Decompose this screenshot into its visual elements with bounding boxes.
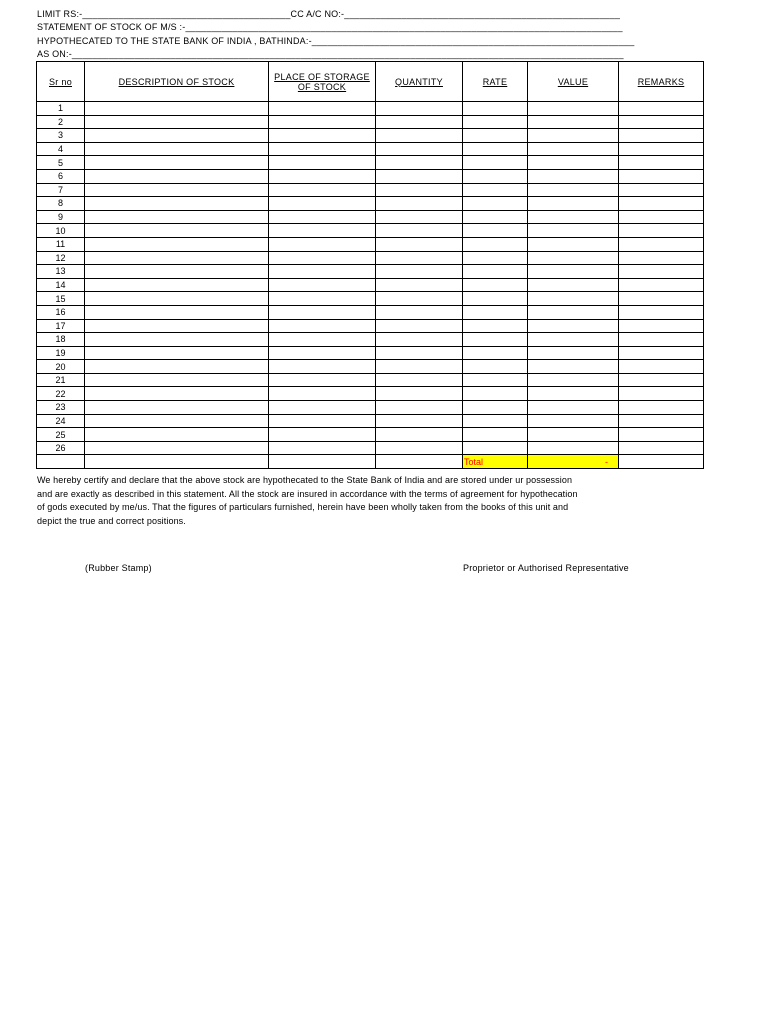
table-cell bbox=[619, 251, 704, 265]
declaration-line: of gods executed by me/us. That the figures of particulars furnished, herein have been wholly taken from the books of this unit and bbox=[37, 502, 569, 512]
table-cell bbox=[85, 197, 269, 211]
table-cell bbox=[528, 156, 619, 170]
table-cell bbox=[376, 401, 463, 415]
table-cell bbox=[269, 156, 376, 170]
table-cell bbox=[528, 428, 619, 442]
table-row bbox=[37, 360, 704, 374]
table-cell bbox=[619, 441, 704, 455]
table-cell bbox=[528, 401, 619, 415]
sr-no-cell: 7 bbox=[37, 183, 85, 197]
table-cell bbox=[269, 237, 376, 251]
sr-no-cell: 26 bbox=[37, 441, 85, 455]
table-cell bbox=[376, 373, 463, 387]
table-cell bbox=[619, 292, 704, 306]
table-cell bbox=[85, 102, 269, 116]
table-cell bbox=[463, 292, 528, 306]
table-cell bbox=[85, 156, 269, 170]
table-cell bbox=[376, 360, 463, 374]
table-cell bbox=[85, 265, 269, 279]
sr-no-cell: 12 bbox=[37, 251, 85, 265]
table-cell bbox=[85, 224, 269, 238]
sr-no-cell: 4 bbox=[37, 142, 85, 156]
table-cell bbox=[269, 251, 376, 265]
table-cell bbox=[376, 346, 463, 360]
table-row bbox=[37, 265, 704, 279]
table-cell bbox=[619, 428, 704, 442]
table-cell bbox=[619, 333, 704, 347]
table-cell bbox=[528, 305, 619, 319]
table-cell bbox=[85, 278, 269, 292]
declaration-line: and are exactly as described in this statement. All the stock are insured in accordance with the terms of agreement for hypothecation bbox=[37, 488, 578, 499]
table-cell bbox=[463, 319, 528, 333]
table-row bbox=[37, 115, 704, 129]
table-cell bbox=[463, 373, 528, 387]
table-cell bbox=[463, 278, 528, 292]
table-cell bbox=[85, 373, 269, 387]
table-cell bbox=[85, 169, 269, 183]
table-cell bbox=[528, 319, 619, 333]
table-cell bbox=[463, 401, 528, 415]
rubber-stamp-label: (Rubber Stamp) bbox=[85, 563, 152, 573]
table-cell bbox=[463, 169, 528, 183]
table-cell bbox=[376, 237, 463, 251]
table-row bbox=[37, 197, 704, 211]
table-cell bbox=[528, 360, 619, 374]
table-cell bbox=[269, 210, 376, 224]
table-cell bbox=[463, 197, 528, 211]
sr-no-cell: 21 bbox=[37, 373, 85, 387]
table-row bbox=[37, 278, 704, 292]
table-cell bbox=[528, 265, 619, 279]
sr-no-cell: 14 bbox=[37, 278, 85, 292]
table-cell bbox=[619, 169, 704, 183]
table-row bbox=[37, 441, 704, 455]
table-cell bbox=[269, 197, 376, 211]
table-cell bbox=[619, 401, 704, 415]
table-cell bbox=[376, 169, 463, 183]
col-quantity: QUANTITY bbox=[376, 62, 463, 102]
table-cell bbox=[619, 278, 704, 292]
table-cell bbox=[619, 197, 704, 211]
sr-no-cell: 18 bbox=[37, 333, 85, 347]
hypothecated-line: HYPOTHECATED TO THE STATE BANK OF INDIA , BATHINDA:-______________________________________________________________ bbox=[37, 36, 635, 46]
table-cell bbox=[376, 102, 463, 116]
table-cell bbox=[37, 455, 85, 469]
table-cell bbox=[376, 441, 463, 455]
table-cell bbox=[376, 156, 463, 170]
signatory-label: Proprietor or Authorised Representative bbox=[463, 563, 629, 573]
table-cell bbox=[619, 115, 704, 129]
table-cell bbox=[269, 414, 376, 428]
table-cell bbox=[528, 102, 619, 116]
table-row bbox=[37, 210, 704, 224]
table-cell bbox=[269, 346, 376, 360]
table-cell bbox=[376, 183, 463, 197]
sr-no-cell: 20 bbox=[37, 360, 85, 374]
table-cell bbox=[85, 251, 269, 265]
table-cell bbox=[269, 373, 376, 387]
col-sr-no: Sr no bbox=[37, 62, 85, 102]
sr-no-cell: 22 bbox=[37, 387, 85, 401]
table-row bbox=[37, 401, 704, 415]
table-cell bbox=[269, 102, 376, 116]
sr-no-cell: 11 bbox=[37, 237, 85, 251]
table-cell bbox=[619, 183, 704, 197]
table-cell bbox=[463, 183, 528, 197]
table-cell bbox=[269, 441, 376, 455]
table-cell bbox=[528, 441, 619, 455]
table-cell bbox=[376, 305, 463, 319]
table-cell bbox=[269, 224, 376, 238]
table-row bbox=[37, 102, 704, 116]
table-cell bbox=[376, 251, 463, 265]
table-cell bbox=[376, 129, 463, 143]
table-cell bbox=[463, 346, 528, 360]
table-cell bbox=[528, 197, 619, 211]
table-cell bbox=[376, 197, 463, 211]
table-cell bbox=[619, 129, 704, 143]
table-cell bbox=[528, 210, 619, 224]
table-cell bbox=[528, 333, 619, 347]
table-cell bbox=[269, 115, 376, 129]
table-cell bbox=[85, 183, 269, 197]
table-row bbox=[37, 387, 704, 401]
table-header-row bbox=[37, 62, 704, 102]
table-cell bbox=[85, 129, 269, 143]
table-cell bbox=[269, 319, 376, 333]
table-cell bbox=[619, 265, 704, 279]
table-cell bbox=[269, 387, 376, 401]
table-cell bbox=[85, 237, 269, 251]
table-cell bbox=[269, 305, 376, 319]
as-on-line: AS ON:-__________________________________________________________________________________________________________ bbox=[37, 49, 624, 59]
table-cell bbox=[528, 278, 619, 292]
table-row bbox=[37, 129, 704, 143]
table-cell bbox=[619, 142, 704, 156]
table-row bbox=[37, 428, 704, 442]
table-cell bbox=[376, 265, 463, 279]
table-cell bbox=[376, 278, 463, 292]
table-cell bbox=[85, 292, 269, 306]
table-cell bbox=[619, 210, 704, 224]
table-cell bbox=[85, 305, 269, 319]
table-row bbox=[37, 346, 704, 360]
table-cell bbox=[85, 319, 269, 333]
col-description: DESCRIPTION OF STOCK bbox=[85, 62, 269, 102]
table-cell bbox=[269, 129, 376, 143]
table-cell bbox=[85, 428, 269, 442]
table-cell bbox=[269, 428, 376, 442]
table-row bbox=[37, 251, 704, 265]
table-row bbox=[37, 224, 704, 238]
table-cell bbox=[376, 292, 463, 306]
table-cell bbox=[269, 292, 376, 306]
table-cell bbox=[376, 428, 463, 442]
table-cell bbox=[619, 346, 704, 360]
table-cell bbox=[619, 156, 704, 170]
table-cell bbox=[619, 360, 704, 374]
table-row bbox=[37, 237, 704, 251]
table-row bbox=[37, 292, 704, 306]
table-row bbox=[37, 142, 704, 156]
sr-no-cell: 23 bbox=[37, 401, 85, 415]
sr-no-cell: 1 bbox=[37, 102, 85, 116]
table-cell bbox=[528, 142, 619, 156]
sr-no-cell: 2 bbox=[37, 115, 85, 129]
col-value: VALUE bbox=[528, 62, 619, 102]
table-cell bbox=[85, 142, 269, 156]
sr-no-cell: 13 bbox=[37, 265, 85, 279]
table-cell bbox=[376, 414, 463, 428]
table-cell bbox=[463, 210, 528, 224]
table-cell bbox=[269, 401, 376, 415]
table-cell bbox=[376, 115, 463, 129]
table-cell bbox=[463, 265, 528, 279]
table-cell bbox=[528, 237, 619, 251]
table-cell bbox=[463, 251, 528, 265]
table-cell bbox=[269, 278, 376, 292]
table-cell bbox=[269, 183, 376, 197]
table-cell bbox=[463, 129, 528, 143]
table-cell bbox=[528, 129, 619, 143]
table-cell bbox=[85, 210, 269, 224]
table-cell bbox=[376, 224, 463, 238]
sr-no-cell: 15 bbox=[37, 292, 85, 306]
table-cell bbox=[463, 156, 528, 170]
declaration bbox=[37, 474, 677, 528]
total-row bbox=[37, 455, 704, 469]
table-cell bbox=[463, 305, 528, 319]
table-row bbox=[37, 183, 704, 197]
table-cell bbox=[376, 142, 463, 156]
table-cell bbox=[619, 102, 704, 116]
declaration-line: We hereby certify and declare that the above stock are hypothecated to the State Bank of India and are stored under ur possession bbox=[37, 475, 573, 485]
table-row bbox=[37, 319, 704, 333]
table-cell bbox=[463, 224, 528, 238]
sr-no-cell: 10 bbox=[37, 224, 85, 238]
table-row bbox=[37, 373, 704, 387]
table-cell bbox=[619, 305, 704, 319]
table-cell bbox=[85, 441, 269, 455]
table-cell bbox=[528, 387, 619, 401]
table-cell bbox=[85, 455, 269, 469]
sr-no-cell: 6 bbox=[37, 169, 85, 183]
sr-no-cell: 25 bbox=[37, 428, 85, 442]
table-cell bbox=[376, 319, 463, 333]
table-cell bbox=[269, 142, 376, 156]
col-rate: RATE bbox=[463, 62, 528, 102]
statement-of-stock-line: STATEMENT OF STOCK OF M/S :-____________________________________________________________________________________ bbox=[37, 22, 623, 32]
table-cell bbox=[85, 414, 269, 428]
table-cell bbox=[463, 414, 528, 428]
sr-no-cell: 3 bbox=[37, 129, 85, 143]
declaration-line: depict the true and correct positions. bbox=[37, 515, 186, 526]
sr-no-cell: 16 bbox=[37, 305, 85, 319]
table-cell bbox=[463, 387, 528, 401]
table-cell bbox=[463, 333, 528, 347]
sr-no-cell: 17 bbox=[37, 319, 85, 333]
table-cell bbox=[85, 387, 269, 401]
table-row bbox=[37, 305, 704, 319]
table-cell bbox=[528, 373, 619, 387]
col-place-line2: OF STOCK bbox=[297, 81, 347, 92]
sr-no-cell: 8 bbox=[37, 197, 85, 211]
col-place-of-storage bbox=[269, 62, 376, 102]
sr-no-cell: 9 bbox=[37, 210, 85, 224]
table-cell bbox=[528, 183, 619, 197]
sr-no-cell: 19 bbox=[37, 346, 85, 360]
table-cell bbox=[463, 237, 528, 251]
limit-cc-line: LIMIT RS:-________________________________________CC A/C NO:-_____________________________________________________ bbox=[37, 9, 621, 19]
table-row bbox=[37, 156, 704, 170]
total-label: Total bbox=[463, 455, 528, 469]
table-cell bbox=[619, 237, 704, 251]
total-value: - bbox=[528, 455, 619, 469]
table-cell bbox=[619, 224, 704, 238]
sr-no-cell: 5 bbox=[37, 156, 85, 170]
table-cell bbox=[463, 441, 528, 455]
table-cell bbox=[619, 455, 704, 469]
table-cell bbox=[376, 455, 463, 469]
table-cell bbox=[85, 346, 269, 360]
table-cell bbox=[528, 414, 619, 428]
stock-table bbox=[36, 61, 704, 469]
table-row bbox=[37, 333, 704, 347]
table-cell bbox=[528, 115, 619, 129]
table-cell bbox=[528, 346, 619, 360]
table-cell bbox=[85, 115, 269, 129]
col-remarks: REMARKS bbox=[619, 62, 704, 102]
table-cell bbox=[269, 265, 376, 279]
table-cell bbox=[85, 333, 269, 347]
table-cell bbox=[619, 373, 704, 387]
table-cell bbox=[463, 428, 528, 442]
table-cell bbox=[376, 387, 463, 401]
table-cell bbox=[376, 210, 463, 224]
table-cell bbox=[619, 319, 704, 333]
table-cell bbox=[619, 387, 704, 401]
table-cell bbox=[269, 333, 376, 347]
table-row bbox=[37, 169, 704, 183]
table-cell bbox=[619, 414, 704, 428]
table-cell bbox=[85, 401, 269, 415]
table-cell bbox=[463, 360, 528, 374]
table-cell bbox=[376, 333, 463, 347]
table-cell bbox=[85, 360, 269, 374]
table-cell bbox=[463, 142, 528, 156]
table-cell bbox=[269, 169, 376, 183]
table-cell bbox=[528, 251, 619, 265]
table-cell bbox=[463, 102, 528, 116]
table-cell bbox=[463, 115, 528, 129]
table-cell bbox=[269, 360, 376, 374]
sr-no-cell: 24 bbox=[37, 414, 85, 428]
table-cell bbox=[269, 455, 376, 469]
table-cell bbox=[528, 224, 619, 238]
table-cell bbox=[528, 169, 619, 183]
table-row bbox=[37, 414, 704, 428]
table-cell bbox=[528, 292, 619, 306]
col-place-line1: PLACE OF STORAGE bbox=[274, 71, 370, 82]
